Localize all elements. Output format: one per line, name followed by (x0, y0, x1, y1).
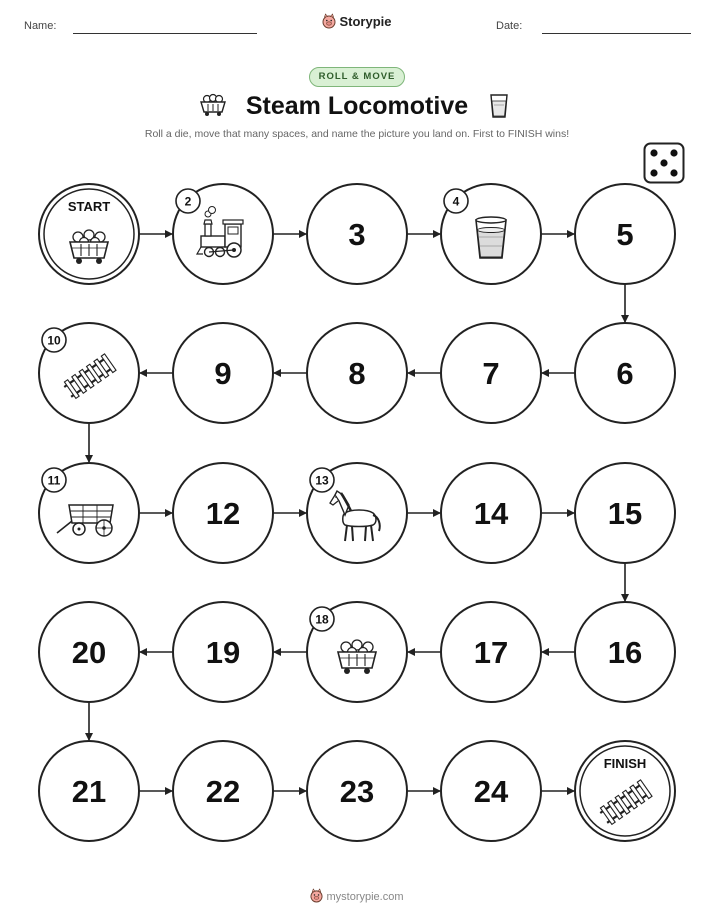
space-number: 2 (184, 194, 192, 209)
board-space-22[interactable] (173, 741, 273, 841)
space-number: 6 (616, 356, 634, 391)
space-number: 13 (315, 473, 329, 488)
space-number: 7 (482, 356, 500, 391)
space-label: START (67, 199, 111, 214)
board-space-9[interactable] (173, 323, 273, 423)
board-space-3[interactable] (307, 184, 407, 284)
board-space-13[interactable] (307, 463, 407, 563)
date-label: Date: (496, 20, 523, 32)
space-number: 18 (315, 612, 329, 627)
page-title: Steam Locomotive (245, 92, 469, 120)
space-number: 24 (473, 774, 509, 809)
space-number: 9 (214, 356, 232, 391)
space-number: 23 (339, 774, 375, 809)
board-space-17[interactable] (441, 602, 541, 702)
space-number: 8 (348, 356, 366, 391)
board-space-19[interactable] (173, 602, 273, 702)
board-space-5[interactable] (575, 184, 675, 284)
space-number: 20 (71, 635, 107, 670)
board-space-16[interactable] (575, 602, 675, 702)
board-space-10[interactable] (39, 323, 139, 423)
instructions: Roll a die, move that many spaces, and name the picture you land on. First to FINISH wins! (144, 128, 570, 140)
board-space-21[interactable] (39, 741, 139, 841)
board-space-24[interactable] (441, 741, 541, 841)
board-space-20[interactable] (39, 602, 139, 702)
board-space-18[interactable] (307, 602, 407, 702)
board-space-4[interactable] (441, 184, 541, 284)
pig-mascot-icon (310, 888, 323, 906)
roll-and-move-badge: ROLL & MOVE (309, 67, 405, 87)
board-space-6[interactable] (575, 323, 675, 423)
footer-brand (0, 888, 714, 906)
board-space-start[interactable] (39, 184, 139, 284)
space-number: 16 (607, 635, 643, 670)
board-space-7[interactable] (441, 323, 541, 423)
name-label: Name: (24, 20, 57, 32)
space-label: FINISH (603, 756, 647, 771)
space-number: 10 (47, 333, 61, 348)
board-space-11[interactable] (39, 463, 139, 563)
board-spaces (39, 184, 675, 841)
board-space-2[interactable] (173, 184, 273, 284)
space-number: 11 (47, 473, 61, 488)
board-space-14[interactable] (441, 463, 541, 563)
space-number: 5 (616, 217, 634, 252)
space-number: 22 (205, 774, 241, 809)
space-number: 15 (607, 496, 643, 531)
board-space-finish[interactable] (575, 741, 675, 841)
footer-url: mystorypie.com (326, 890, 404, 903)
space-number: 3 (348, 217, 366, 252)
space-number: 4 (452, 194, 460, 209)
brand-name: Storypie (339, 13, 392, 29)
board-space-8[interactable] (307, 323, 407, 423)
space-number: 21 (71, 774, 107, 809)
board-space-23[interactable] (307, 741, 407, 841)
space-number: 17 (473, 635, 509, 670)
water-glass-icon (476, 217, 506, 258)
space-number: 19 (205, 635, 241, 670)
board-space-12[interactable] (173, 463, 273, 563)
space-number: 12 (205, 496, 241, 531)
board-space-15[interactable] (575, 463, 675, 563)
space-number: 14 (473, 496, 509, 531)
